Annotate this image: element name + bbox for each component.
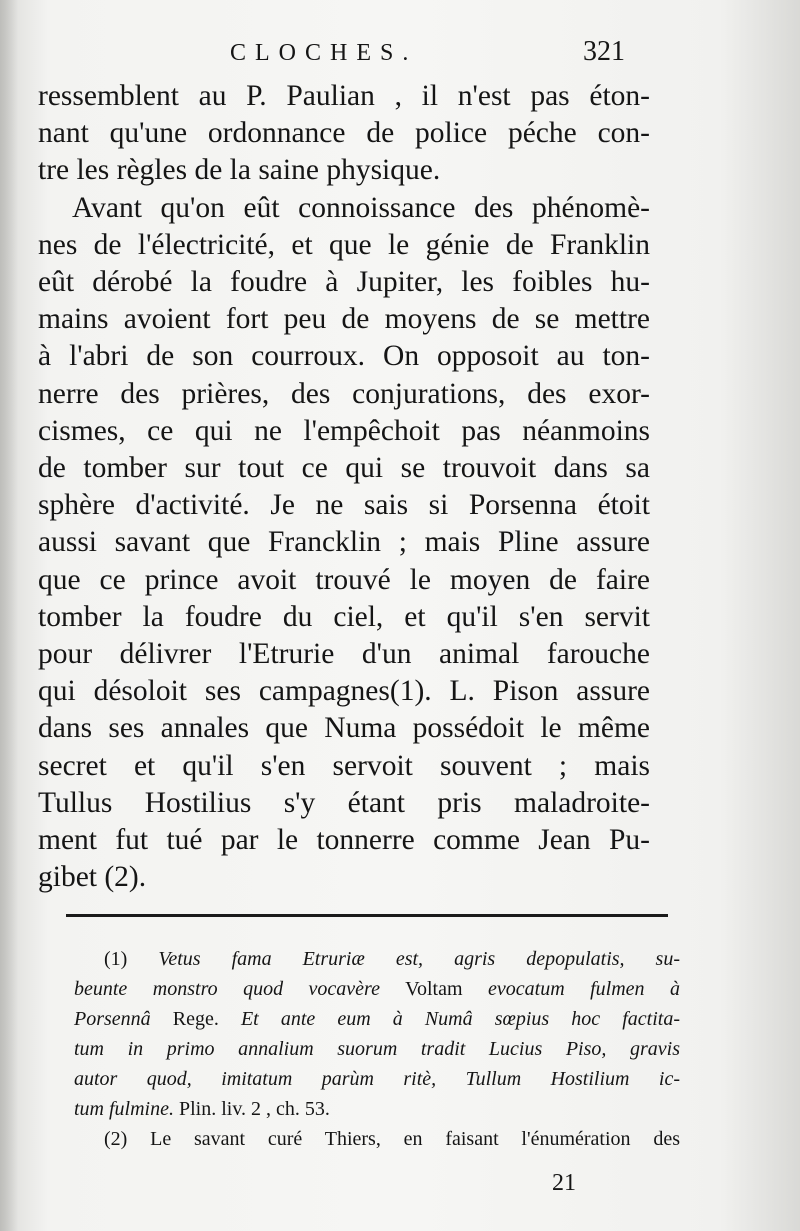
body-line: de tomber sur tout ce qui se trouvoit dans sa — [38, 452, 650, 485]
footnote-1-text: tum fulmine. — [74, 1098, 174, 1120]
footnote-1-line: tum in primo annalium suorum tradit Lucius Piso, gravis — [74, 1038, 680, 1060]
body-line: tre les règles de la saine physique. — [38, 154, 441, 187]
footnote-rule — [66, 914, 668, 917]
body-line: pour délivrer l'Etrurie d'un animal farouche — [38, 638, 650, 671]
body-line: ressemblent au P. Paulian , il n'est pas éton- — [38, 80, 650, 112]
body-line: tomber la foudre du ciel, et qu'il s'en servit — [38, 600, 650, 633]
body-line: à l'abri de son courroux. On opposoit au ton- — [38, 340, 650, 373]
footnote-1-text: evocatum fulmen à — [488, 978, 681, 1000]
footnote-2-line: (2) Le savant curé Thiers, en faisant l'énumération des — [104, 1128, 680, 1150]
footnote-1-mark: (1) — [104, 948, 128, 970]
body-text — [38, 78, 650, 896]
body-line: que ce prince avoit trouvé le moyen de faire — [38, 563, 650, 596]
body-line: nerre des prières, des conjurations, des exor- — [38, 377, 650, 410]
footnote-1-text: Vetus fama Etruriæ est, agris depopulatis, su- — [158, 948, 680, 970]
page-number: 321 — [583, 36, 625, 67]
body-line: gibet (2). — [38, 861, 147, 894]
footnote-1-line — [74, 974, 680, 1004]
footnote-1-text: beunte monstro quod vocavère — [74, 978, 380, 1000]
footnote-1-citation: Plin. liv. 2 , ch. 53. — [179, 1098, 330, 1120]
footnotes — [74, 944, 680, 1154]
body-line: Avant qu'on eût connoissance des phénomè- — [72, 191, 650, 224]
body-line: Tullus Hostilius s'y étant pris maladroite- — [38, 786, 650, 819]
body-line: secret et qu'il s'en servoit souvent ; mais — [38, 749, 650, 782]
footnote-1-line — [74, 1004, 680, 1034]
body-line: aussi savant que Francklin ; mais Pline assure — [38, 526, 650, 559]
footnote-1-text: Voltam — [405, 978, 463, 1000]
body-line: nant qu'une ordonnance de police péche con- — [38, 117, 650, 150]
body-line: mains avoient fort peu de moyens de se mettre — [38, 303, 650, 336]
body-line: cismes, ce qui ne l'empêchoit pas néanmoins — [38, 414, 650, 447]
body-line: nes de l'électricité, et que le génie de Franklin — [38, 228, 650, 261]
body-line: qui désoloit ses campagnes(1). L. Pison assure — [38, 675, 650, 708]
body-line: eût dérobé la foudre à Jupiter, les foibles hu- — [38, 266, 650, 299]
footnote-1-text: Et ante eum à Numâ sœpius hoc factita- — [240, 1008, 680, 1030]
body-line: ment fut tué par le tonnerre comme Jean Pu- — [38, 824, 650, 857]
footnote-1-text: Porsennâ — [74, 1008, 151, 1030]
footnote-1-text: Rege. — [172, 1008, 219, 1030]
footnote-1-line — [74, 1094, 680, 1124]
footnote-1-line — [74, 944, 680, 974]
signature-mark: 21 — [552, 1170, 576, 1196]
body-line: dans ses annales que Numa possédoit le même — [38, 712, 650, 745]
running-title: CLOCHES. — [230, 40, 418, 66]
footnote-1-line: autor quod, imitatum parùm ritè, Tullum Hostilium ic- — [74, 1068, 680, 1090]
body-line: sphère d'activité. Je ne sais si Porsenna étoit — [38, 489, 650, 522]
page-gutter-shadow — [0, 0, 18, 1231]
